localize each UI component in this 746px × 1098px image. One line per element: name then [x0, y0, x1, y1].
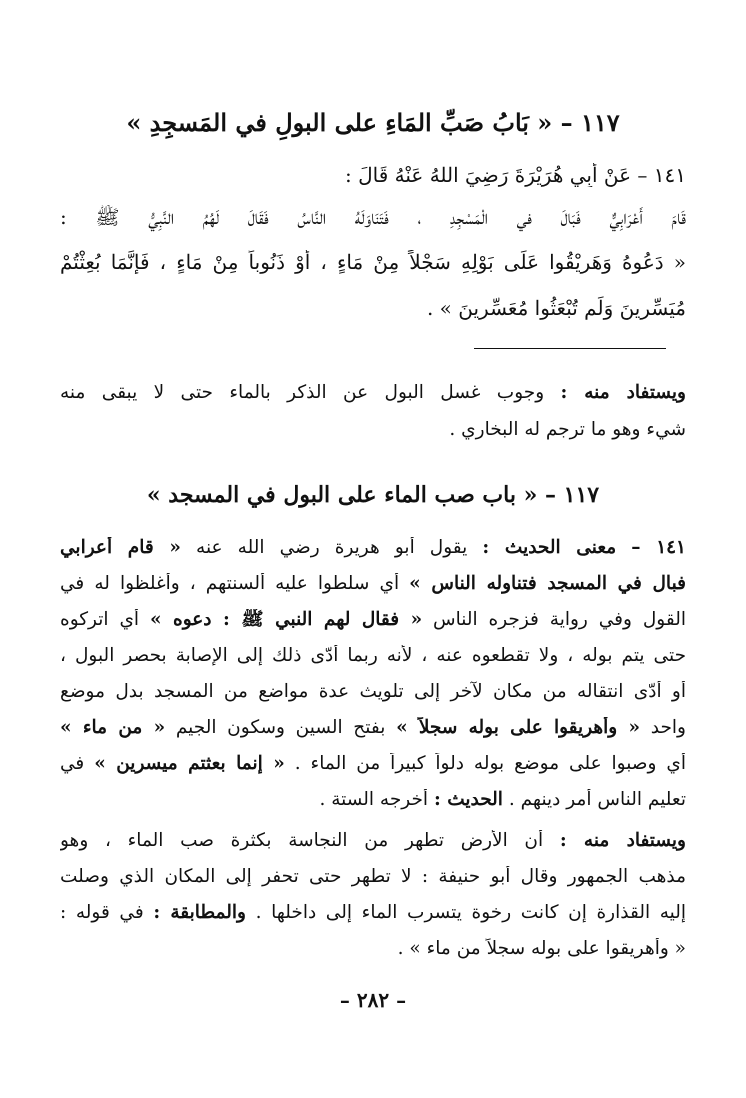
hadith-line-3: « دَعُوهُ وَهَرِيْقُوا عَلَى بَوْلِهِ سَجْلاً مِنْ مَاءٍ ، أَوْ ذَنُوباً مِنْ مَاءٍ ، فَإِنَّمَا بُعِثْتُمْ	[60, 250, 686, 274]
meaning-quote-7: « إنما بعثتم ميسرين »	[94, 753, 285, 774]
hadith-line-2: قَامَ أَعْرَابِيٌّ فَبَالَ في الْمَسْجِدِ ، فَتَنَاوَلَهُ النَّاسُ فَقَالَ لَهُمُ النَّبِيُّ ﷺ :	[60, 205, 686, 229]
first-benefit-line-1	[60, 382, 686, 403]
meaning-quote-3: « فقال لهم النبي ﷺ : دعوه »	[149, 609, 423, 630]
meaning-label: معنى الحديث :	[482, 537, 617, 558]
meaning-quote-2: فبال في المسجد فتناوله الناس »	[409, 573, 686, 594]
benefit-tail-3: في قوله :	[60, 902, 144, 923]
meaning-mid-6: بفتح السين وسكون الجيم	[175, 717, 386, 738]
meaning-text-6: واحد	[650, 717, 686, 738]
meaning-line-4: حتى يتم بوله ، ولا تقطعوه عنه ، لأنه ربما أدّى ذلك إلى الإصابة بحصر البول ،	[60, 645, 686, 666]
chapter-title-hadith: ١١٧ – « بَابُ صَبِّ المَاءِ على البولِ في المَسجِدِ »	[126, 108, 620, 137]
footnote-separator	[474, 348, 666, 349]
meaning-quote-6b: « من ماء »	[60, 717, 166, 738]
meaning-text-1: يقول أبو هريرة رضي الله عنه	[196, 537, 468, 558]
meaning-text-3: القول وفي رواية فزجره الناس	[433, 609, 686, 630]
first-benefit-line-2: شيء وهو ما ترجم له البخاري .	[449, 419, 686, 440]
benefit-line-2: مذهب الجمهور وقال أبو حنيفة : لا تطهر حتى تحفر إلى المكان الذي وصلت	[60, 866, 686, 887]
meaning-quote-6: « وأهريقوا على بوله سجلاً »	[396, 717, 641, 738]
correspondence-label: والمطابقة :	[153, 902, 246, 923]
meaning-line-1	[60, 537, 686, 558]
meaning-line-3	[60, 609, 686, 635]
takhrij-text: أخرجه الستة .	[319, 789, 429, 810]
meaning-text-8: تعليم الناس أمر دينهم .	[508, 789, 686, 810]
meaning-line-5: أو أدّى انتقاله من مكان لآخر إلى تلويث عدة مواضع من المسجد بدل موضع	[60, 681, 686, 702]
meaning-line-6	[60, 717, 686, 738]
benefit-label: ويستفاد منه :	[559, 830, 686, 851]
benefit-line-4: « وأهريقوا على بوله سجلاً من ماء » .	[397, 938, 686, 959]
meaning-line-8	[60, 789, 686, 810]
hadith-number: ١٤١ –	[631, 537, 686, 558]
meaning-text-2: أي سلطوا عليه ألسنتهم ، وأغلظوا له في	[60, 573, 400, 594]
takhrij-label: الحديث :	[433, 789, 503, 810]
meaning-quote-1: « قام أعرابي	[60, 537, 181, 558]
first-benefit-text: وجوب غسل البول عن الذكر بالماء حتى لا يبقى منه	[60, 382, 545, 403]
benefit-text-3: إليه القذارة إن كانت رخوة يتسرب الماء إلى داخلها .	[255, 902, 686, 923]
meaning-tail-7: في	[60, 753, 85, 774]
meaning-line-7	[60, 753, 686, 774]
meaning-tail-3: أي اتركوه	[60, 609, 140, 630]
page-number: – ٢٨٢ –	[339, 988, 407, 1012]
meaning-line-2	[60, 573, 686, 594]
hadith-line-1: ١٤١ – عَنْ أَبِي هُرَيْرَةَ رَضِيَ اللهُ عَنْهُ قَالَ :	[345, 163, 686, 187]
chapter-title-commentary: ١١٧ – « باب صب الماء على البول في المسجد »	[146, 482, 600, 508]
hadith-line-4: مُيَسِّرِينَ وَلَم تُبْعَثُوا مُعَسِّرِينَ » .	[426, 296, 686, 320]
benefit-line-1	[60, 830, 686, 851]
benefit-text-1: أن الأرض تطهر من النجاسة بكثرة صب الماء ، وهو	[60, 830, 544, 851]
meaning-text-7: أي وصبوا على موضع بوله دلواً كبيراً من الماء .	[294, 753, 686, 774]
benefit-line-3	[60, 902, 686, 923]
first-benefit-label: ويستفاد منه :	[560, 382, 686, 403]
